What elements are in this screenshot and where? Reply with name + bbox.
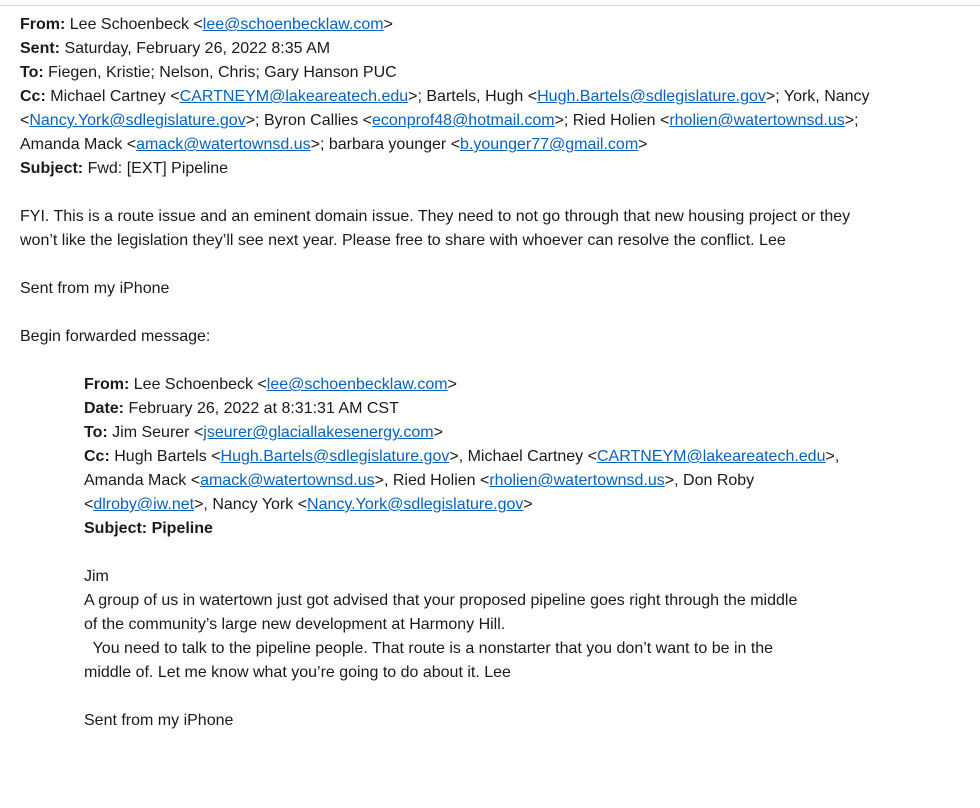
fwd-cc-line3: <dlroby@iw.net>, Nancy York <Nancy.York@sdlegislature.gov> (84, 496, 533, 513)
fwd-cc-email-link[interactable]: Nancy.York@sdlegislature.gov (307, 496, 524, 513)
fwd-subject: Subject: Pipeline (84, 520, 213, 537)
fwd-from-email-link[interactable]: lee@schoenbecklaw.com (266, 376, 448, 393)
fwd-body-line: You need to talk to the pipeline people. That route is a nonstarter that you don’t want to be in the (84, 640, 774, 657)
body-line: FYI. This is a route issue and an eminent domain issue. They need to not go through that new housing project or they (20, 208, 851, 225)
fwd-cc-email-link[interactable]: Hugh.Bartels@sdlegislature.gov (220, 448, 450, 465)
fwd-cc-email-link[interactable]: dlroby@iw.net (93, 496, 195, 513)
header-cc-line3: Amanda Mack <amack@watertownsd.us>; barbara younger <b.younger77@gmail.com> (20, 136, 648, 153)
cc-email-link[interactable]: econprof48@hotmail.com (372, 112, 555, 129)
header-subject: Subject: Fwd: [EXT] Pipeline (20, 160, 229, 177)
top-divider (0, 5, 980, 6)
header-cc-line1: Cc: Michael Cartney <CARTNEYM@lakeareatech.edu>; Bartels, Hugh <Hugh.Bartels@sdlegislature.gov>; York, Nancy (20, 88, 870, 105)
fwd-cc-line2: Amanda Mack <amack@watertownsd.us>, Ried Holien <rholien@watertownsd.us>, Don Roby (84, 472, 755, 489)
signature: Sent from my iPhone (20, 280, 170, 297)
fwd-body-line: of the community’s large new development at Harmony Hill. (84, 616, 506, 633)
cc-email-link[interactable]: Hugh.Bartels@sdlegislature.gov (537, 88, 766, 105)
fwd-body-line: middle of. Let me know what you’re going to do about it. Lee (84, 664, 511, 681)
header-sent: Sent: Saturday, February 26, 2022 8:35 AM (20, 40, 331, 57)
header-to: To: Fiegen, Kristie; Nelson, Chris; Gary Hanson PUC (20, 64, 397, 81)
fwd-body-line: A group of us in watertown just got advised that your proposed pipeline goes right through the middle (84, 592, 798, 609)
email-document (20, 13, 975, 733)
header-from: From: Lee Schoenbeck <lee@schoenbecklaw.com> (20, 16, 393, 33)
fwd-signature: Sent from my iPhone (84, 712, 234, 729)
fwd-to-email-link[interactable]: jseurer@glaciallakesenergy.com (203, 424, 434, 441)
forwarded-message (84, 373, 975, 733)
from-email-link[interactable]: lee@schoenbecklaw.com (202, 16, 384, 33)
cc-email-link[interactable]: CARTNEYM@lakeareatech.edu (179, 88, 409, 105)
cc-email-link[interactable]: rholien@watertownsd.us (669, 112, 845, 129)
fwd-from: From: Lee Schoenbeck <lee@schoenbecklaw.com> (84, 376, 457, 393)
fwd-date: Date: February 26, 2022 at 8:31:31 AM CST (84, 400, 399, 417)
fwd-cc-email-link[interactable]: amack@watertownsd.us (200, 472, 375, 489)
fwd-cc-line1: Cc: Hugh Bartels <Hugh.Bartels@sdlegislature.gov>, Michael Cartney <CARTNEYM@lakeareatech.edu>, (84, 448, 840, 465)
header-cc-line2: <Nancy.York@sdlegislature.gov>; Byron Callies <econprof48@hotmail.com>; Ried Holien <rholien@watertownsd.us>; (20, 112, 859, 129)
body-line: won’t like the legislation they’ll see next year. Please free to share with whoever can resolve the conflict. Lee (20, 232, 786, 249)
cc-email-link[interactable]: amack@watertownsd.us (136, 136, 311, 153)
cc-email-link[interactable]: b.younger77@gmail.com (460, 136, 639, 153)
fwd-greeting: Jim (84, 568, 109, 585)
forward-intro: Begin forwarded message: (20, 328, 211, 345)
cc-email-link[interactable]: Nancy.York@sdlegislature.gov (29, 112, 246, 129)
fwd-cc-email-link[interactable]: rholien@watertownsd.us (489, 472, 665, 489)
fwd-cc-email-link[interactable]: CARTNEYM@lakeareatech.edu (596, 448, 826, 465)
fwd-to: To: Jim Seurer <jseurer@glaciallakesenergy.com> (84, 424, 443, 441)
